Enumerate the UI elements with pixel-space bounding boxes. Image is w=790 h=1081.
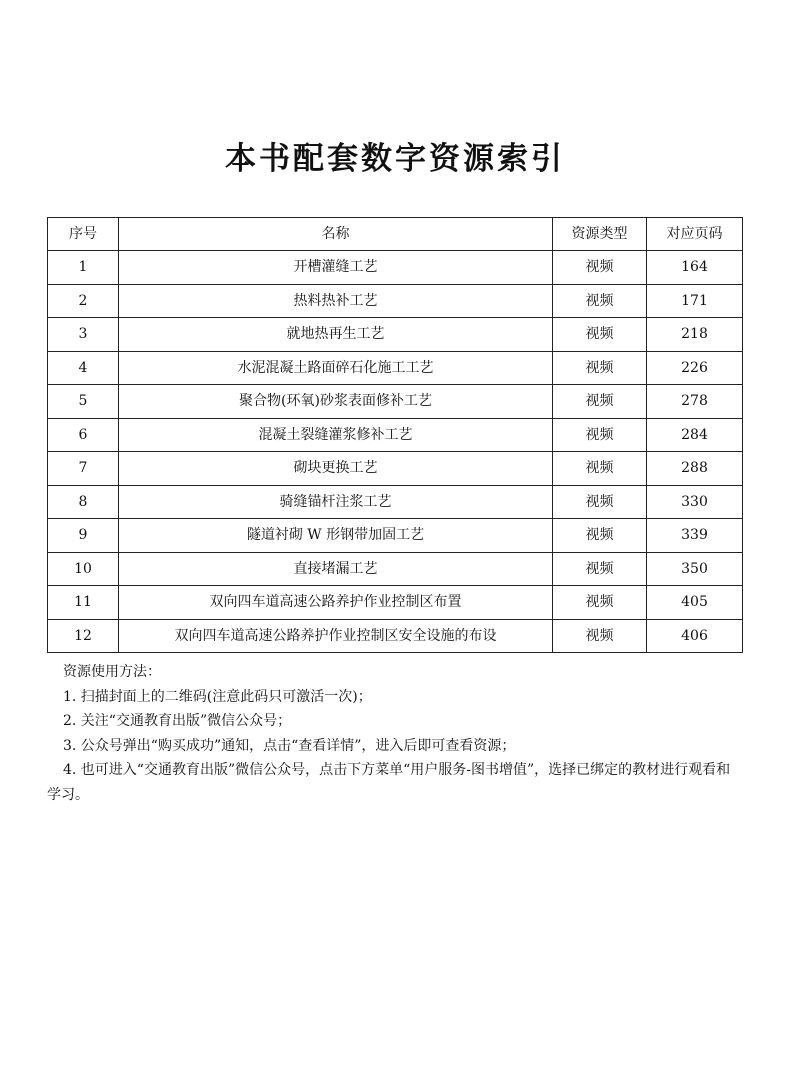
row-index: 9 (48, 519, 119, 553)
row-index: 7 (48, 452, 119, 486)
header-name: 名称 (119, 218, 553, 251)
row-index: 5 (48, 385, 119, 419)
row-type: 视频 (553, 519, 647, 553)
row-index: 1 (48, 251, 119, 285)
row-page: 164 (647, 251, 743, 285)
table-row (48, 452, 743, 486)
row-page: 284 (647, 418, 743, 452)
header-resource-type: 资源类型 (553, 218, 647, 251)
usage-instructions (47, 660, 744, 807)
row-type: 视频 (553, 485, 647, 519)
row-index: 12 (48, 619, 119, 653)
row-index: 6 (48, 418, 119, 452)
instruction-step: 2. 关注“交通教育出版”微信公众号； (63, 713, 292, 729)
row-page: 278 (647, 385, 743, 419)
row-name: 双向四车道高速公路养护作业控制区布置 (119, 586, 553, 620)
row-type: 视频 (553, 318, 647, 352)
row-name: 砌块更换工艺 (119, 452, 553, 486)
row-page: 339 (647, 519, 743, 553)
row-page: 218 (647, 318, 743, 352)
table-row (48, 586, 743, 620)
row-type: 视频 (553, 351, 647, 385)
row-name: 聚合物(环氧)砂浆表面修补工艺 (119, 385, 553, 419)
row-page: 171 (647, 284, 743, 318)
row-type: 视频 (553, 385, 647, 419)
row-name: 隧道衬砌 W 形钢带加固工艺 (119, 519, 553, 553)
instruction-step: 3. 公众号弹出“购买成功”通知，点击“查看详情”，进入后即可查看资源； (63, 737, 516, 754)
instructions-heading: 资源使用方法： (63, 664, 161, 680)
row-name: 开槽灌缝工艺 (119, 251, 553, 285)
row-index: 11 (48, 586, 119, 620)
row-type: 视频 (553, 284, 647, 318)
row-type: 视频 (553, 418, 647, 452)
row-type: 视频 (553, 619, 647, 653)
row-page: 288 (647, 452, 743, 486)
row-page: 406 (647, 619, 743, 653)
row-name: 骑缝锚杆注浆工艺 (119, 485, 553, 519)
row-type: 视频 (553, 452, 647, 486)
row-index: 10 (48, 552, 119, 586)
row-page: 350 (647, 552, 743, 586)
row-name: 直接堵漏工艺 (119, 552, 553, 586)
row-type: 视频 (553, 552, 647, 586)
row-name: 热料热补工艺 (119, 284, 553, 318)
table-header-row (48, 218, 743, 251)
row-index: 4 (48, 351, 119, 385)
row-name: 就地热再生工艺 (119, 318, 553, 352)
table-row (48, 318, 743, 352)
row-index: 8 (48, 485, 119, 519)
instruction-step: 1. 扫描封面上的二维码(注意此码只可激活一次)； (63, 688, 372, 705)
table-row (48, 251, 743, 285)
page-title: 本书配套数字资源索引 (225, 140, 565, 177)
row-page: 226 (647, 351, 743, 385)
row-index: 2 (48, 284, 119, 318)
row-name: 水泥混凝土路面碎石化施工工艺 (119, 351, 553, 385)
row-name: 双向四车道高速公路养护作业控制区安全设施的布设 (119, 619, 553, 653)
table-row (48, 284, 743, 318)
table-row (48, 619, 743, 653)
resource-index-table (47, 217, 743, 653)
row-name: 混凝土裂缝灌浆修补工艺 (119, 418, 553, 452)
row-type: 视频 (553, 586, 647, 620)
table-row (48, 385, 743, 419)
instruction-step: 4. 也可进入“交通教育出版”微信公众号，点击下方菜单“用户服务-图书增值”，选择已绑定的教材进行观看和学习。 (47, 762, 731, 803)
row-page: 405 (647, 586, 743, 620)
header-index: 序号 (48, 218, 119, 251)
row-type: 视频 (553, 251, 647, 285)
table-row (48, 485, 743, 519)
row-index: 3 (48, 318, 119, 352)
table-row (48, 418, 743, 452)
row-page: 330 (647, 485, 743, 519)
header-page-number: 对应页码 (647, 218, 743, 251)
table-row (48, 351, 743, 385)
table-row (48, 519, 743, 553)
table-row (48, 552, 743, 586)
